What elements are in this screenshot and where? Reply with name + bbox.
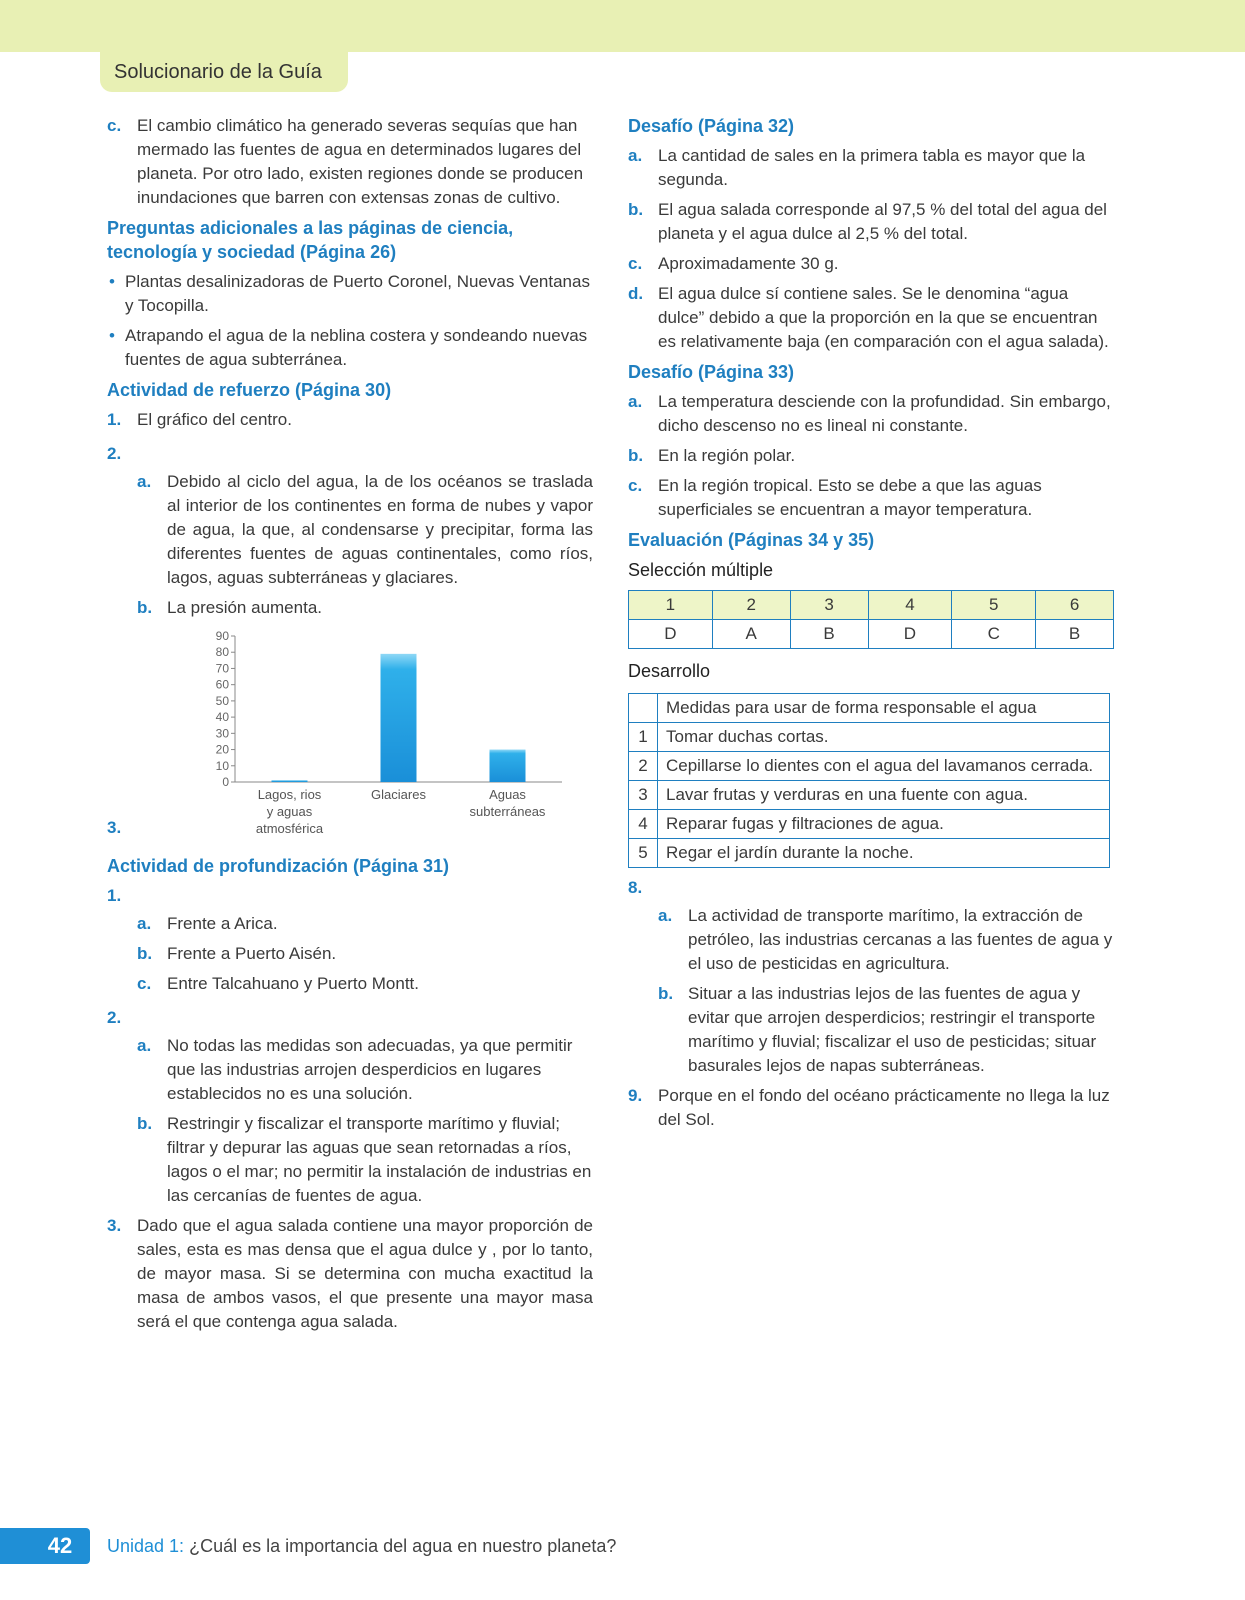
profundizacion-1-number: 1.: [107, 886, 122, 905]
right-column: [628, 114, 1114, 1138]
desarrollo-label: Desarrollo: [628, 661, 711, 681]
heading-desafio-32: Desafío (Página 32): [628, 116, 795, 136]
bullet-item: • Plantas desalinizadoras de Puerto Coronel, Nuevas Ventanas y Tocopilla.: [109, 272, 590, 315]
header-band: [0, 0, 1245, 52]
desafio-32-b: b. El agua salada corresponde al 97,5 % del total del agua del planeta y el agua dulce al 2,5 % del total.: [628, 200, 1107, 243]
table-row: [629, 620, 1114, 649]
unit-title: ¿Cuál es la importancia del agua en nuestro planeta?: [189, 1536, 617, 1556]
table-row: 4 Reparar fugas y filtraciones de agua.: [629, 810, 1110, 839]
question-8-number: 8.: [628, 878, 643, 897]
desafio-32-a: a. La cantidad de sales en la primera tabla es mayor que la segunda.: [628, 146, 1086, 189]
multiple-choice-table: [628, 590, 1114, 649]
heading-preguntas-adicionales: Preguntas adicionales a las páginas de ciencia, tecnología y sociedad (Página 26): [107, 218, 514, 262]
bar: [381, 654, 417, 782]
table-row: [629, 591, 1114, 620]
mc-number: 6: [1036, 591, 1114, 620]
desafio-33-c: c. En la región tropical. Esto se debe a que las aguas superficiales se encuentran a mayor temperatura.: [628, 476, 1042, 519]
x-category-label: Glaciares: [371, 787, 426, 802]
y-tick-label: 0: [222, 775, 229, 789]
table-row: [629, 694, 1110, 723]
desafio-32-d: d. El agua dulce sí contiene sales. Se le denomina “agua dulce” debido a que la proporción en la que se encuentran es relativamente baja (en comparación con el agua salada).: [628, 284, 1109, 351]
mc-answer: B: [1036, 620, 1114, 649]
mc-answer: C: [952, 620, 1036, 649]
y-tick-label: 10: [215, 758, 229, 773]
question-8b: b. Situar a las industrias lejos de las fuentes de agua y evitar que arrojen desperdicios; restringir el transporte marítimo y fluvial; fiscalizar el uso de pesticidas; situar basurales lejos de napas subterráneas.: [658, 984, 1097, 1075]
unit-label: Unidad 1:: [107, 1536, 185, 1556]
refuerzo-3-number: 3.: [107, 818, 122, 837]
desafio-33-a: a. La temperatura desciende con la profundidad. Sin embargo, dicho descenso no es lineal ni constante.: [628, 392, 1111, 435]
mc-number: 5: [952, 591, 1036, 620]
y-tick-label: 70: [215, 661, 229, 676]
heading-desafio-33: Desafío (Página 33): [628, 362, 795, 382]
mc-number: 2: [712, 591, 790, 620]
table-row: 2 Cepillarse lo dientes con el agua del lavamanos cerrada.: [629, 752, 1110, 781]
profundizacion-1a: a. Frente a Arica.: [137, 914, 278, 933]
x-category-label: atmosférica: [255, 821, 324, 836]
heading-actividad-refuerzo: Actividad de refuerzo (Página 30): [107, 380, 392, 400]
profundizacion-2b: b. Restringir y fiscalizar el transporte marítimo y fluvial; filtrar y depurar las aguas que sean retornadas a ríos, lagos o el mar; no permitir la instalación de industrias en las cercanías de fuentes de agua.: [137, 1114, 592, 1205]
mc-answer: B: [790, 620, 868, 649]
water-distribution-bar-chart: [187, 626, 567, 848]
desarrollo-header: Medidas para usar de forma responsable el agua: [658, 694, 1110, 723]
bar: [272, 780, 308, 782]
x-category-label: Aguas: [489, 787, 526, 802]
desafio-33-b: b. En la región polar.: [628, 446, 796, 465]
x-category-label: Lagos, rios: [257, 787, 322, 802]
page-number-badge: [0, 1528, 90, 1564]
section-tab: [100, 52, 348, 92]
profundizacion-1c: c. Entre Talcahuano y Puerto Montt.: [137, 974, 420, 993]
footer-unit-title: [107, 1534, 616, 1558]
mc-number: 4: [868, 591, 952, 620]
refuerzo-2b: b. La presión aumenta.: [137, 598, 322, 617]
bullet-icon: •: [109, 272, 115, 291]
heading-evaluacion: Evaluación (Páginas 34 y 35): [628, 530, 875, 550]
x-category-label: y aguas: [266, 804, 313, 819]
y-tick-label: 40: [215, 710, 229, 725]
profundizacion-1b: b. Frente a Puerto Aisén.: [137, 944, 337, 963]
bullet-icon: •: [109, 326, 115, 345]
y-tick-label: 80: [215, 645, 229, 660]
y-tick-label: 90: [215, 629, 229, 643]
mc-answer: A: [712, 620, 790, 649]
refuerzo-1: 1. El gráfico del centro.: [107, 410, 292, 429]
mc-number: 3: [790, 591, 868, 620]
page-number: 42: [47, 1533, 73, 1558]
y-tick-label: 20: [215, 742, 229, 757]
heading-actividad-profundizacion: Actividad de profundización (Página 31): [107, 856, 450, 876]
profundizacion-3: 3. Dado que el agua salada contiene una mayor proporción de sales, esta es mas densa que el agua dulce y , por lo tanto, de mayor masa. Si se determina con mucha exactitud la masa de ambos vasos, el que presente una mayor masa será el que contenga agua salada.: [107, 1216, 593, 1331]
table-row: 1 Tomar duchas cortas.: [629, 723, 1110, 752]
section-tab-title: Solucionario de la Guía: [114, 61, 322, 83]
x-category-label: subterráneas: [469, 804, 546, 819]
answer-c: c. El cambio climático ha generado severas sequías que han mermado las fuentes de agua en determinados lugares del planeta. Por otro lado, existen regiones donde se producen inundaciones que barren con extensas zonas de cultivo.: [107, 116, 584, 207]
profundizacion-2a: a. No todas las medidas son adecuadas, ya que permitir que las industrias arrojen desperdicios en lugares establecidos no es una solución.: [137, 1036, 573, 1103]
bar: [490, 750, 526, 782]
question-9: 9. Porque en el fondo del océano prácticamente no llega la luz del Sol.: [628, 1086, 1110, 1129]
table-row: 3 Lavar frutas y verduras en una fuente con agua.: [629, 781, 1110, 810]
mc-answer: D: [629, 620, 713, 649]
y-tick-label: 30: [215, 726, 229, 741]
refuerzo-3: [107, 626, 593, 848]
answer-c-text: El cambio climático ha generado severas sequías que han mermado las fuentes de agua en determinados lugares del planeta. Por otro lado, existen regiones donde se producen inundaciones que barren con extensas zonas de cultivo.: [137, 116, 584, 207]
refuerzo-2-number: 2.: [107, 444, 122, 463]
mc-number: 1: [629, 591, 713, 620]
desafio-32-c: c. Aproximadamente 30 g.: [628, 254, 839, 273]
seleccion-multiple-label: Selección múltiple: [628, 560, 774, 580]
profundizacion-2-number: 2.: [107, 1008, 122, 1027]
question-8a: a. La actividad de transporte marítimo, la extracción de petróleo, las industrias cercanas a las fuentes de agua y el uso de pesticidas en agricultura.: [658, 906, 1113, 973]
table-row: 5 Regar el jardín durante la noche.: [629, 839, 1110, 868]
bullet-item: • Atrapando el agua de la neblina costera y sondeando nuevas fuentes de agua subterránea.: [109, 326, 588, 369]
left-column: [107, 114, 593, 1340]
y-tick-label: 60: [215, 677, 229, 692]
mc-answer: D: [868, 620, 952, 649]
desarrollo-table: [628, 693, 1110, 868]
y-tick-label: 50: [215, 693, 229, 708]
refuerzo-2a: a. Debido al ciclo del agua, la de los océanos se traslada al interior de los continentes en forma de nubes y vapor de agua, la que, al condensarse y precipitar, forma las diferentes fuentes de aguas continentales, como ríos, lagos, aguas subterráneas y glaciares.: [137, 472, 593, 587]
